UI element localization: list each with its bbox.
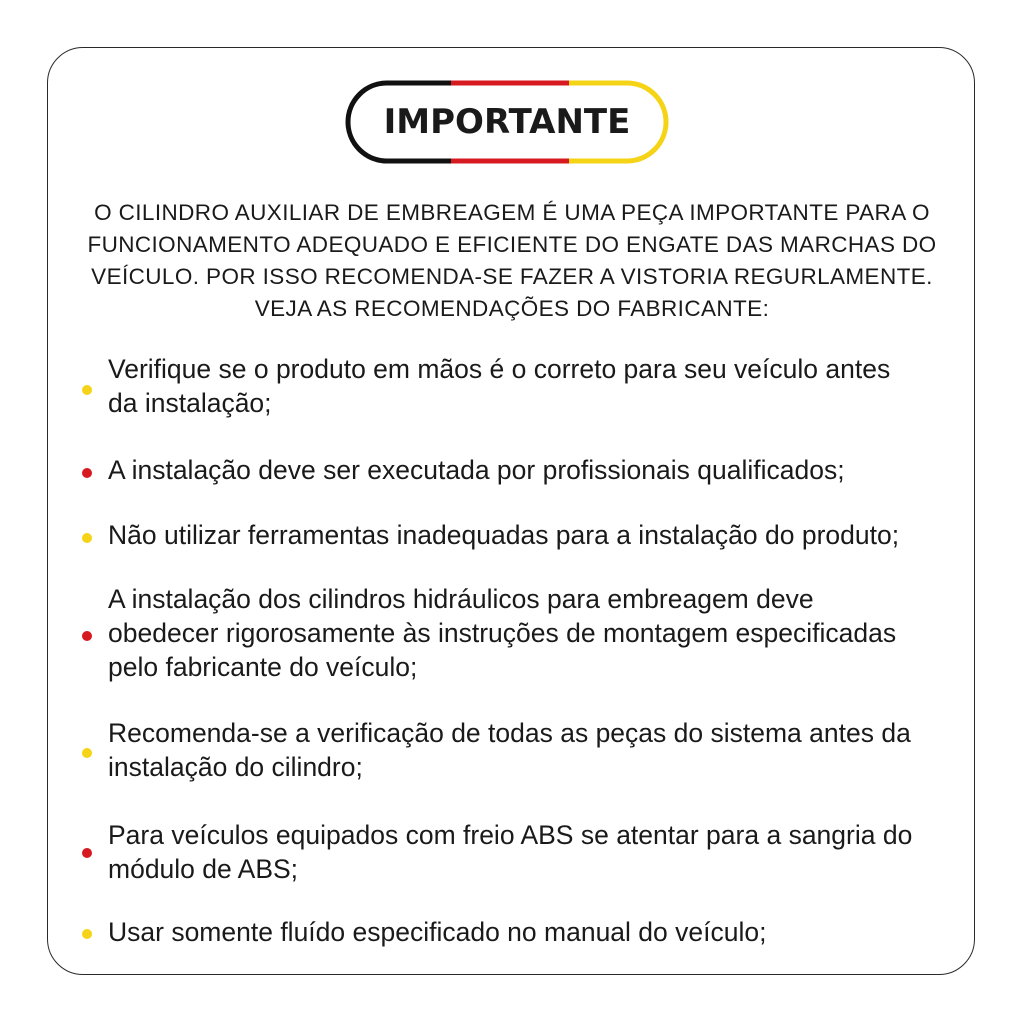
recommendation-line: Para veículos equipados com freio ABS se atentar para a sangria do (108, 820, 913, 850)
important-badge (345, 80, 669, 164)
intro-line: VEJA AS RECOMENDAÇÕES DO FABRICANTE: (254, 296, 770, 321)
intro-line: VEÍCULO. POR ISSO RECOMENDA-SE FAZER A VISTORIA REGURLAMENTE. (91, 264, 933, 289)
recommendation-text (108, 582, 968, 684)
recommendation-line: Usar somente fluído especificado no manual do veículo; (108, 917, 767, 947)
recommendation-line: da instalação; (108, 388, 272, 418)
recommendation-line: instalação do cilindro; (108, 752, 363, 782)
intro-line: O CILINDRO AUXILIAR DE EMBREAGEM É UMA PEÇA IMPORTANTE PARA O (94, 200, 930, 225)
intro-line: FUNCIONAMENTO ADEQUADO E EFICIENTE DO ENGATE DAS MARCHAS DO (87, 232, 937, 257)
bullet-dot (82, 533, 92, 543)
recommendation-line: A instalação deve ser executada por profissionais qualificados; (108, 455, 845, 485)
badge-title: IMPORTANTE (383, 102, 631, 142)
bullet-dot (82, 631, 92, 641)
recommendation-text (108, 818, 968, 886)
recommendation-line: módulo de ABS; (108, 854, 299, 884)
recommendation-text (108, 453, 968, 487)
bullet-dot (82, 848, 92, 858)
recommendation-text (108, 915, 968, 949)
recommendation-line: Recomenda-se a verificação de todas as peças do sistema antes da (108, 718, 911, 748)
recommendation-text (108, 352, 968, 420)
recommendation-line: A instalação dos cilindros hidráulicos para embreagem deve (108, 584, 814, 614)
recommendation-line: Verifique se o produto em mãos é o correto para seu veículo antes (108, 354, 891, 384)
bullet-dot (82, 385, 92, 395)
bullet-dot (82, 748, 92, 758)
recommendation-text (108, 518, 968, 552)
bullet-dot (82, 468, 92, 478)
intro-text (70, 197, 954, 325)
recommendation-line: Não utilizar ferramentas inadequadas para a instalação do produto; (108, 520, 900, 550)
recommendation-text (108, 716, 968, 784)
recommendation-line: pelo fabricante do veículo; (108, 652, 418, 682)
recommendation-line: obedecer rigorosamente às instruções de montagem especificadas (108, 618, 897, 648)
bullet-dot (82, 929, 92, 939)
